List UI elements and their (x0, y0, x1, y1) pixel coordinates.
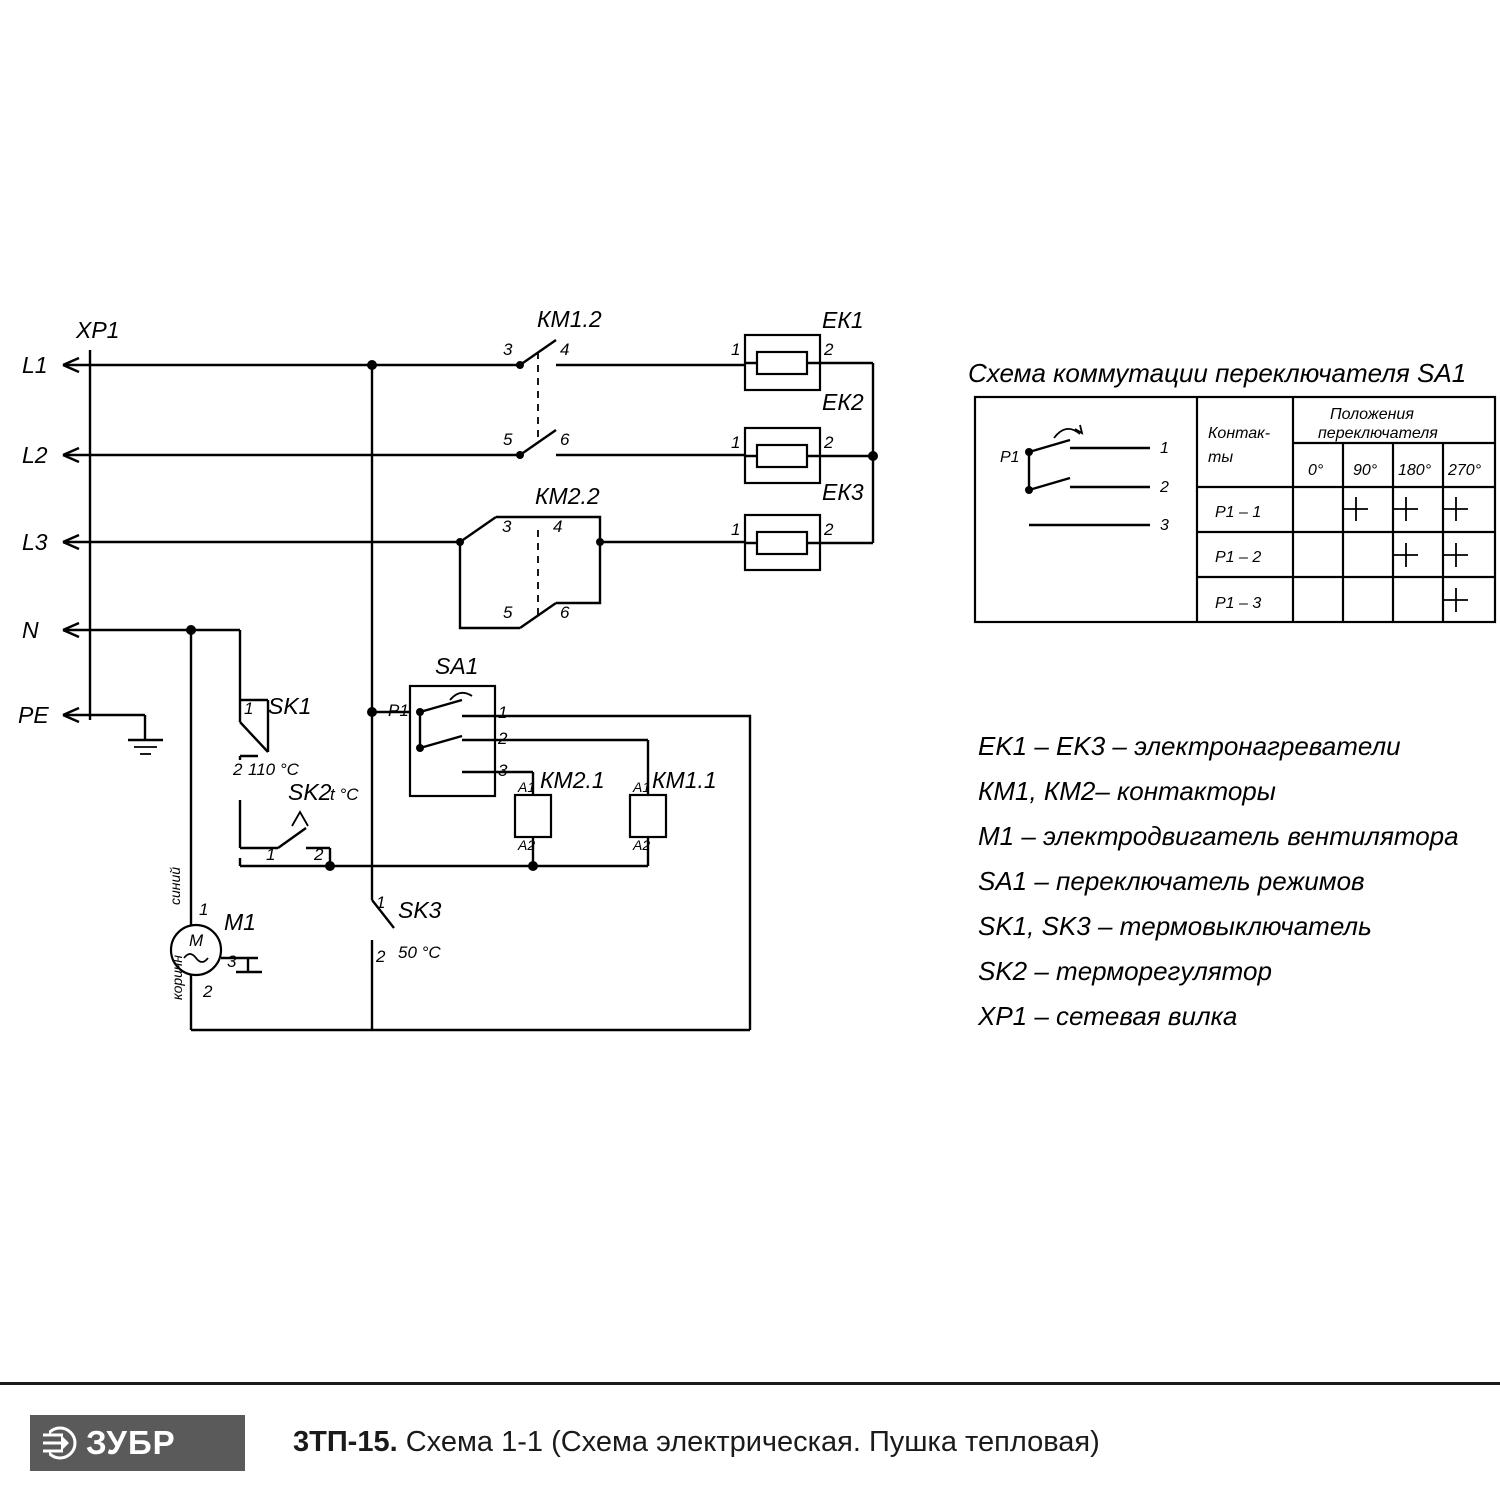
pin-km22-6: 6 (560, 603, 570, 622)
legend-item-0: EK1 – EK3 – электронагреватели (978, 731, 1401, 761)
contact-km22-56 (460, 542, 600, 628)
row-contact-p1-1: P1 – 1 (1215, 504, 1262, 521)
label-m1: M1 (224, 909, 256, 935)
label-sa1: SA1 (435, 653, 479, 679)
row-contact-p1-2: P1 – 2 (1215, 549, 1262, 566)
heater-ek2 (731, 389, 864, 483)
pin-sa1-p1: P1 (388, 701, 409, 720)
pin-ek3-1: 1 (731, 520, 741, 539)
mark-r1-c2 (1344, 497, 1368, 521)
label-km11: КМ1.1 (652, 767, 717, 793)
legend-item-2: М1 – электродвигатель вентилятора (978, 821, 1459, 851)
label-n: N (22, 617, 39, 643)
pin-ek3-2: 2 (824, 520, 834, 539)
pin-sa1-2: 2 (498, 729, 508, 748)
header-positions-l2: переключателя (1318, 425, 1438, 442)
header-pos-90: 90° (1353, 462, 1378, 479)
label-ek1: ЕК1 (822, 307, 864, 333)
switch-table (975, 397, 1495, 622)
neutral-branch (186, 625, 240, 866)
motor-m1 (167, 860, 750, 1030)
row-contact-p1-3: P1 – 3 (1215, 595, 1262, 612)
wire-label-brown: коричн (169, 955, 185, 1000)
pin-ek1-1: 1 (731, 340, 741, 359)
header-pos-180: 180° (1398, 462, 1432, 479)
mini-pin-2: 2 (1160, 479, 1169, 496)
pin-m1-3: 3 (227, 952, 237, 971)
supply-line-l1 (63, 358, 745, 372)
header-pos-0: 0° (1308, 462, 1324, 479)
pin-km12-6: 6 (560, 430, 570, 449)
label-ek2: ЕК2 (822, 389, 864, 415)
heater-ek1 (731, 307, 864, 390)
pin-sk2-1: 1 (266, 845, 276, 864)
mini-pin-p1: P1 (1000, 449, 1020, 466)
contact-km22-34 (456, 517, 604, 546)
header-pos-270: 270° (1448, 462, 1482, 479)
switch-sk1 (232, 693, 311, 779)
pin-sk3-1: 1 (376, 893, 386, 912)
label-l3: L3 (22, 529, 48, 555)
mark-r3-c4 (1444, 588, 1468, 612)
switch-sa1 (372, 653, 750, 1030)
pin-ek2-1: 1 (731, 433, 741, 452)
pin-ek2-2: 2 (824, 433, 834, 452)
label-sk1: SK1 (268, 693, 312, 719)
brand-logo-text: ЗУБР (86, 1423, 176, 1461)
sa1-mini-diagram (1000, 425, 1169, 534)
caption-text: Схема 1-1 (Схема электрическая. Пушка тепловая) (405, 1426, 1100, 1458)
pin-sk2-2: 2 (314, 845, 324, 864)
legend-item-6: XP1 – сетевая вилка (978, 1001, 1238, 1031)
pin-km22-5: 5 (503, 603, 513, 622)
label-km12: КМ1.2 (537, 306, 602, 332)
legend (977, 731, 1459, 1031)
pin-m1-2: 2 (203, 982, 213, 1001)
supply-line-pe (63, 708, 163, 754)
mini-pin-3: 3 (1160, 517, 1169, 534)
model-name: 3ТП-15. (293, 1426, 398, 1458)
label-sk2: SK2 (288, 779, 332, 805)
label-l1: L1 (22, 352, 48, 378)
label-l2: L2 (22, 442, 48, 468)
coil-km11 (630, 740, 717, 866)
label-km21: КМ2.1 (540, 767, 605, 793)
pin-sa1-3: 3 (498, 761, 508, 780)
arrow-in-circle-icon (38, 1423, 84, 1463)
label-xp1: XP1 (76, 317, 120, 343)
legend-item-5: SK2 – терморегулятор (978, 956, 1272, 986)
mark-r2-c4 (1444, 543, 1468, 567)
coil-km21 (515, 767, 605, 866)
pin-m1-1: 1 (199, 900, 209, 919)
pin-km12-4: 4 (560, 340, 570, 359)
mark-r1-c4 (1444, 497, 1468, 521)
pin-km12-5: 5 (503, 430, 513, 449)
label-ek3: ЕК3 (822, 479, 864, 505)
phase-control-feed (367, 360, 377, 1030)
pin-km21-a2: A2 (518, 837, 536, 853)
footer-bar (0, 1382, 1500, 1500)
wire-label-blue: синий (167, 866, 183, 905)
sk3-temp: 50 °C (398, 943, 441, 962)
supply-line-l3 (63, 535, 745, 549)
pin-ek1-2: 2 (824, 340, 834, 359)
pin-km22-4: 4 (553, 517, 563, 536)
legend-item-1: КМ1, КМ2– контакторы (978, 776, 1276, 806)
pin-km12-3: 3 (503, 340, 513, 359)
header-contacts-l1: Контак- (1208, 425, 1271, 442)
header-contacts-l2: ты (1208, 449, 1234, 466)
pin-sk3-2: 2 (376, 947, 386, 966)
switch-table-title: Схема коммутации переключателя SA1 (968, 358, 1467, 388)
motor-symbol: M (189, 931, 204, 950)
mini-pin-1: 1 (1160, 440, 1169, 457)
brand-logo (30, 1415, 245, 1471)
switch-sk2 (240, 779, 359, 866)
footer-caption (293, 1426, 1100, 1459)
pin-sk1-2: 2 (233, 760, 243, 779)
header-positions-l1: Положения (1330, 406, 1414, 423)
pin-km21-a1: A1 (518, 779, 536, 795)
supply-line-l2 (63, 448, 745, 462)
coil-return-rail (240, 861, 648, 871)
pin-km22-3: 3 (502, 517, 512, 536)
pin-km11-a1: A1 (633, 779, 651, 795)
legend-item-3: SA1 – переключатель режимов (978, 866, 1365, 896)
mark-r2-c3 (1394, 543, 1418, 567)
switch-sk3 (372, 893, 442, 966)
heater-ek3 (731, 479, 864, 570)
pin-km11-a2: A2 (633, 837, 651, 853)
legend-item-4: SK1, SK3 – термовыключатель (978, 911, 1372, 941)
label-pe: PE (18, 702, 49, 728)
pin-sa1-1: 1 (498, 703, 508, 722)
sk1-temp: 110 °C (248, 760, 299, 779)
label-sk3: SK3 (398, 897, 442, 923)
mark-r1-c3 (1394, 497, 1418, 521)
label-km22: КМ2.2 (535, 483, 600, 509)
sk2-temp: t °C (330, 785, 359, 804)
pin-sk1-1: 1 (244, 699, 254, 718)
